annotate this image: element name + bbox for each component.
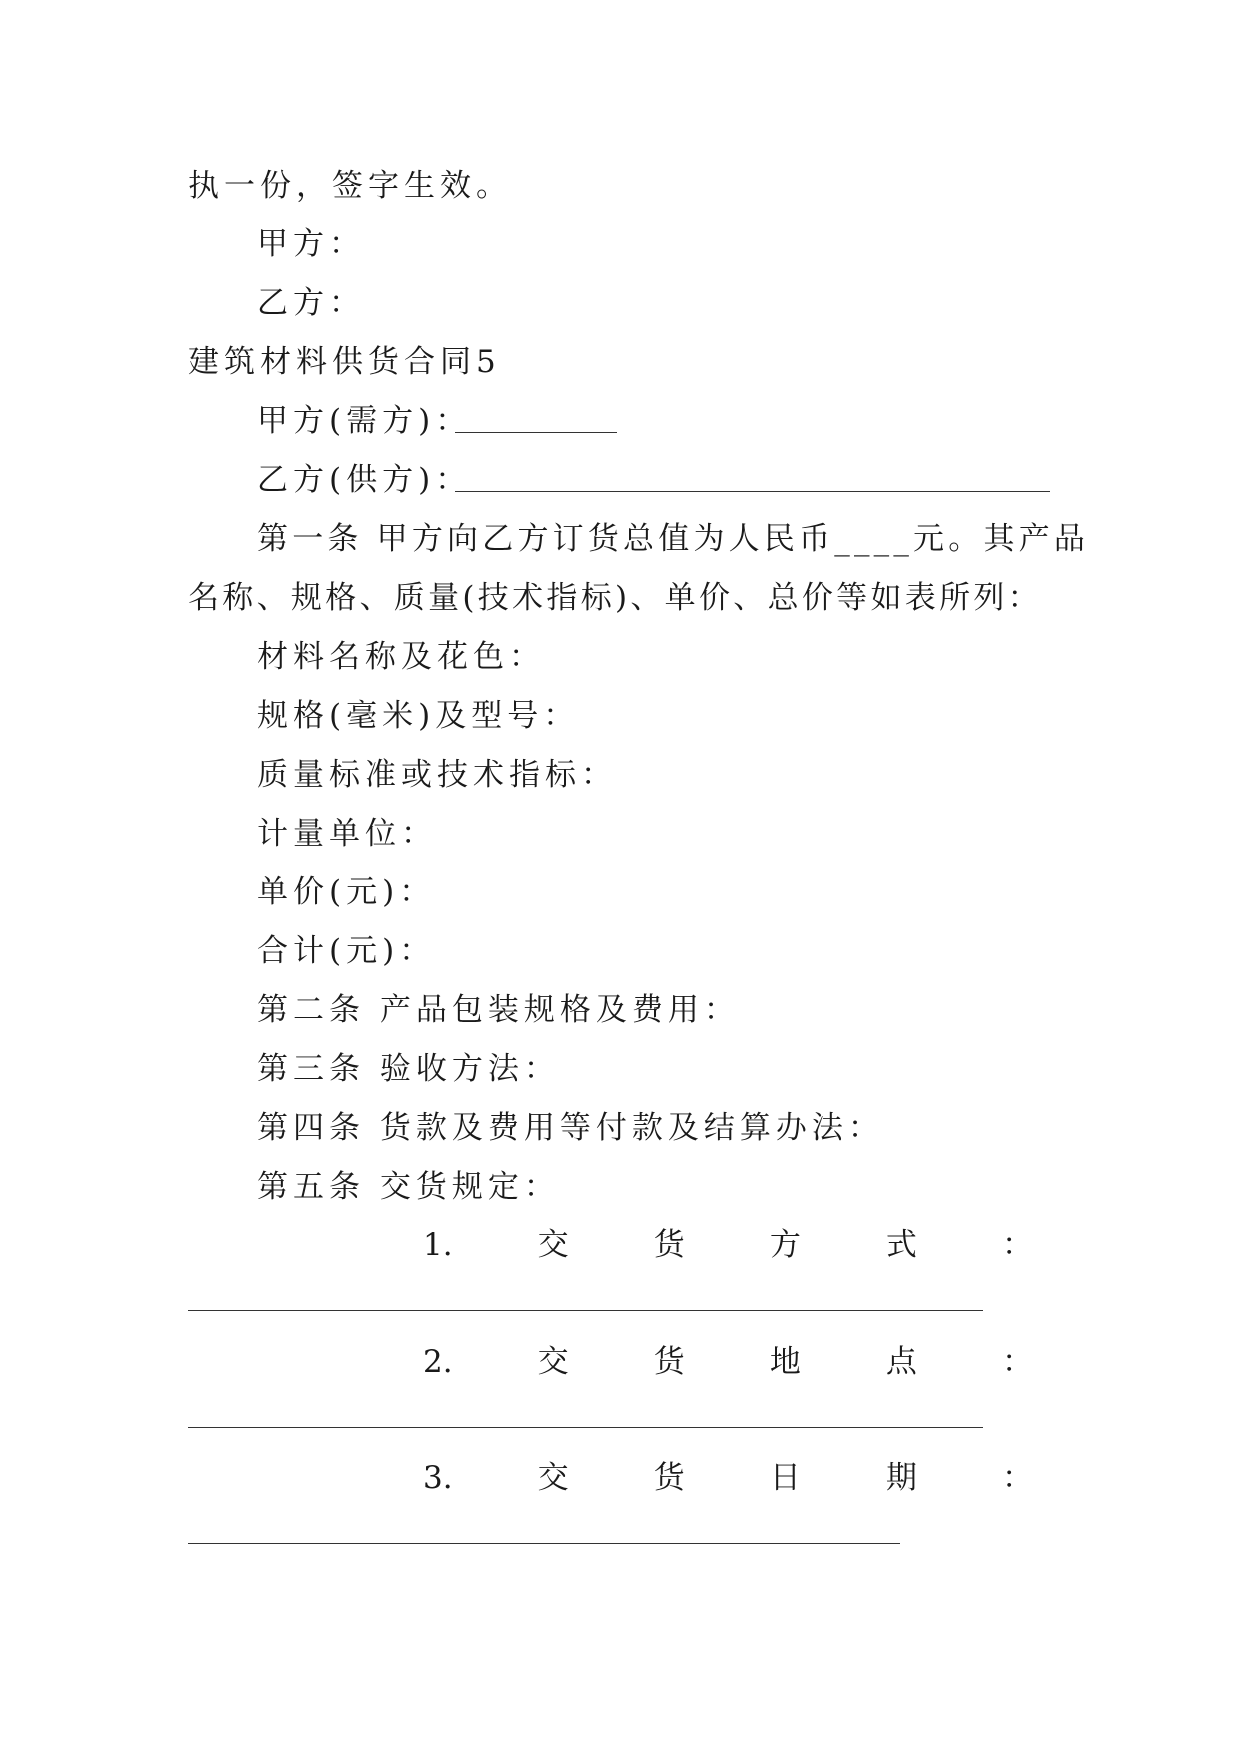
delivery-method-blank-line — [188, 1310, 983, 1311]
party-a-label: 甲方： — [257, 226, 365, 262]
material-name-label: 材料名称及花色： — [257, 639, 545, 675]
party-a-blank-line — [455, 432, 617, 433]
delivery-date-line: 3. 交 货 日 期 ： — [423, 1460, 1033, 1496]
unit-price-label: 单价(元)： — [257, 874, 436, 910]
party-a-demand-label: 甲方(需方)： — [257, 403, 472, 439]
article-1-line-2: 名称、规格、质量(技术指标)、单价、总价等如表所列： — [188, 580, 1042, 616]
item-number: 3. — [423, 1460, 453, 1496]
article-1-line-1: 第一条 甲方向乙方订货总值为人民币____元。其产品 — [257, 521, 1090, 557]
article-3: 第三条 验收方法： — [257, 1051, 560, 1087]
text-line: 执一份，签字生效。 — [188, 168, 512, 204]
delivery-place-line: 2. 交 货 地 点 ： — [423, 1344, 1033, 1380]
article-4: 第四条 货款及费用等付款及结算办法： — [257, 1110, 884, 1146]
party-b-supply-label: 乙方(供方)： — [257, 462, 472, 498]
total-label: 合计(元)： — [257, 933, 436, 969]
article-2: 第二条 产品包装规格及费用： — [257, 992, 740, 1028]
unit-label: 计量单位： — [257, 816, 437, 852]
spec-label: 规格(毫米)及型号： — [257, 698, 580, 734]
article-5: 第五条 交货规定： — [257, 1169, 560, 1205]
quality-label: 质量标准或技术指标： — [257, 757, 617, 793]
contract-title: 建筑材料供货合同5 — [188, 344, 501, 380]
delivery-date-blank-line — [188, 1543, 900, 1544]
item-number: 1. — [423, 1227, 453, 1263]
party-b-label: 乙方： — [257, 285, 365, 321]
delivery-method-line: 1. 交 货 方 式 ： — [423, 1227, 1033, 1263]
item-number: 2. — [423, 1344, 453, 1380]
party-b-blank-line — [455, 491, 1050, 492]
delivery-place-blank-line — [188, 1427, 983, 1428]
